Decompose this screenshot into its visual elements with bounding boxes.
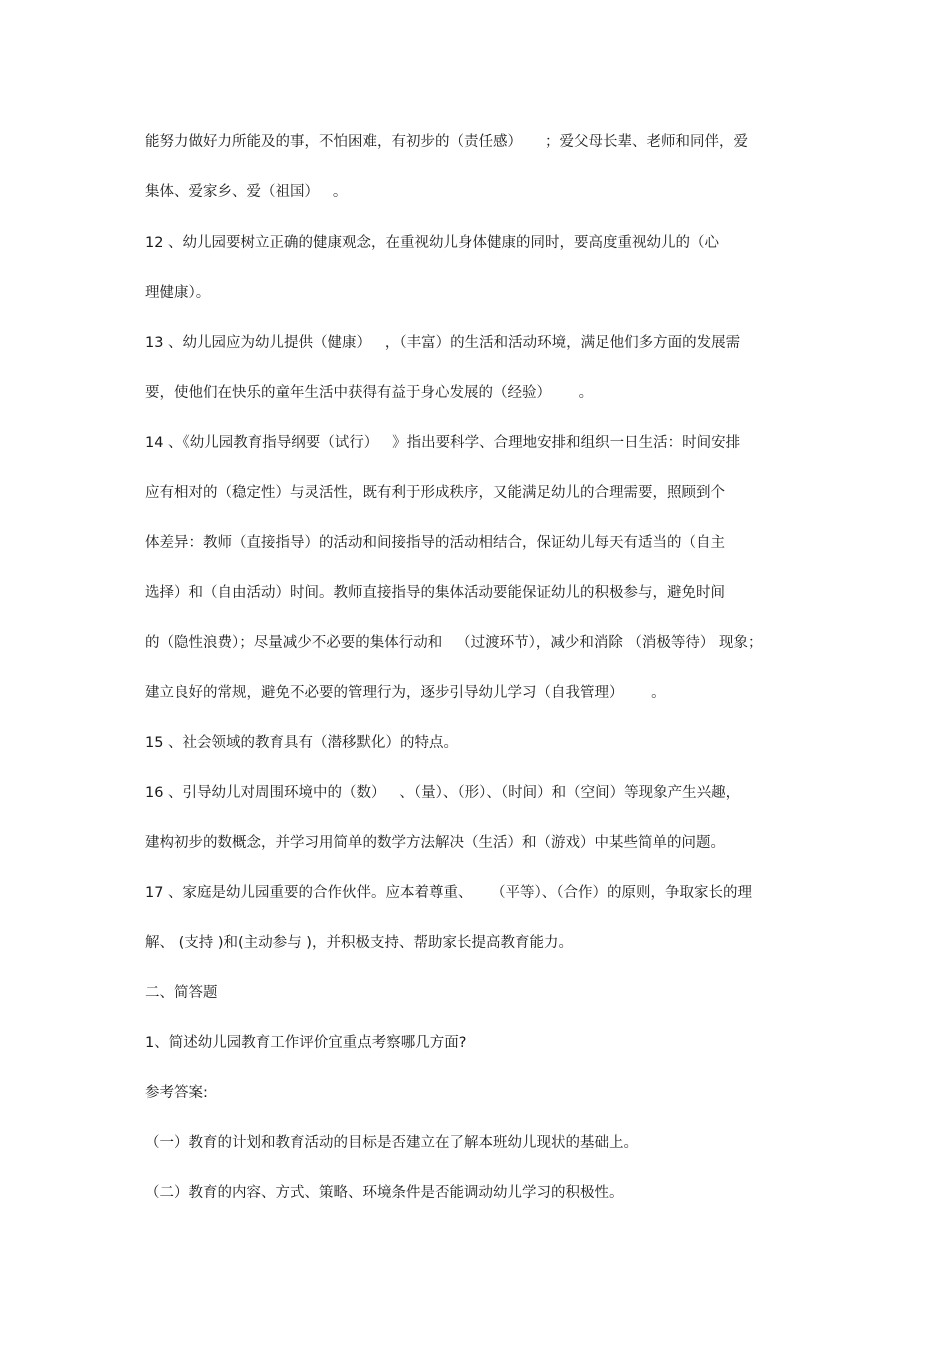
text-line: 选择）和（自由活动）时间。教师直接指导的集体活动要能保证幼儿的积极参与，避免时间: [145, 585, 725, 601]
section-heading: 二、简答题: [145, 985, 218, 1001]
text-line: 建构初步的数概念，并学习用简单的数学方法解决（生活）和（游戏）中某些简单的问题。: [145, 835, 725, 851]
question: 1、简述幼儿园教育工作评价宜重点考察哪几方面?: [145, 1035, 467, 1051]
text-line: 13 、幼儿园应为幼儿提供（健康） ，（丰富）的生活和活动环境，满足他们多方面的发展需: [145, 335, 741, 351]
text-line: 15 、社会领域的教育具有（潜移默化）的特点。: [145, 735, 459, 751]
text-line: 16 、引导幼儿对周围环境中的（数） 、（量）、（形）、（时间）和（空间）等现象产生兴趣，: [145, 785, 741, 801]
answer-item: （二）教育的内容、方式、策略、环境条件是否能调动幼儿学习的积极性。: [145, 1185, 624, 1201]
answer-label: 参考答案:: [145, 1085, 208, 1101]
text-line: 应有相对的（稳定性）与灵活性，既有利于形成秩序，又能满足幼儿的合理需要，照顾到个: [145, 485, 725, 501]
text-line: 的（隐性浪费）；尽量减少不必要的集体行动和 （过渡环节），减少和消除 （消极等待） 现象；: [145, 635, 763, 651]
text-line: 体差异：教师（直接指导）的活动和间接指导的活动相结合，保证幼儿每天有适当的（自主: [145, 535, 725, 551]
text-line: 12 、幼儿园要树立正确的健康观念，在重视幼儿身体健康的同时，要高度重视幼儿的（心: [145, 235, 720, 251]
text-line: 建立良好的常规，避免不必要的管理行为，逐步引导幼儿学习（自我管理） 。: [145, 685, 666, 701]
text-line: 要，使他们在快乐的童年生活中获得有益于身心发展的（经验） 。: [145, 385, 594, 401]
text-line: 解、 (支持 )和(主动参与 )，并积极支持、帮助家长提高教育能力。: [145, 935, 573, 951]
text-line: 集体、爱家乡、爱（祖国） 。: [145, 184, 348, 200]
text-line: 14 、《幼儿园教育指导纲要（试行） 》指出要科学、合理地安排和组织一日生活：时间安排: [145, 435, 741, 451]
text-line: 17 、家庭是幼儿园重要的合作伙伴。应本着尊重、 （平等）、（合作）的原则，争取家长的理: [145, 885, 752, 901]
text-line: 理健康）。: [145, 285, 211, 301]
answer-item: （一）教育的计划和教育活动的目标是否建立在了解本班幼儿现状的基础上。: [145, 1135, 638, 1151]
text-line: 能努力做好力所能及的事，不怕困难，有初步的（责任感） ；爱父母长辈、老师和同伴，爱: [145, 134, 749, 150]
